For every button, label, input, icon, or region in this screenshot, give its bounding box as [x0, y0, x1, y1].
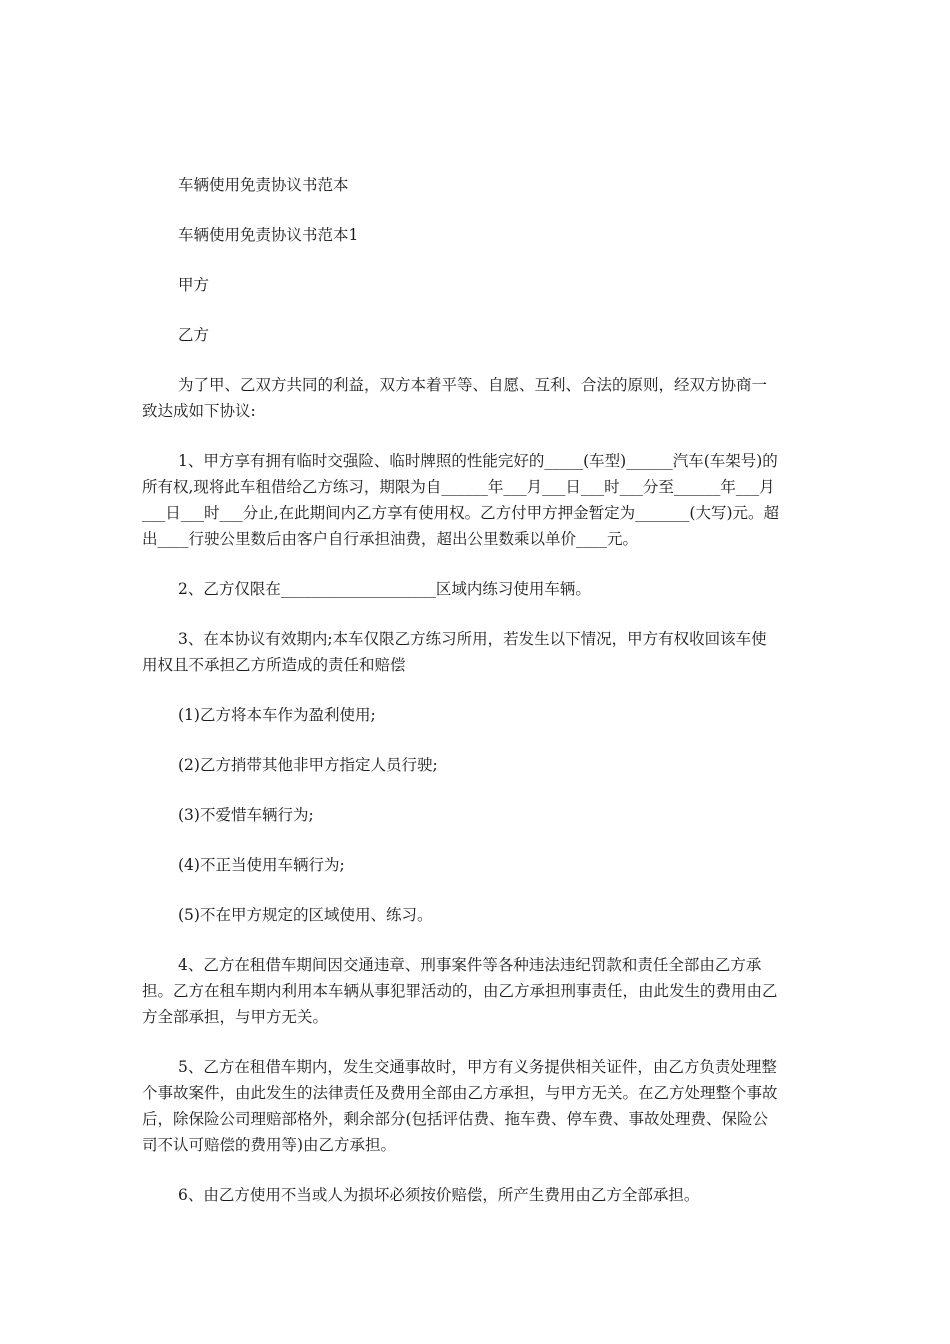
party-a: 甲方 [178, 276, 210, 294]
clause-3-item-2: (2)乙方捎带其他非甲方指定人员行驶; [178, 756, 438, 774]
clause-3: 3、在本协议有效期内;本车仅限乙方练习所用，若发生以下情况，甲方有权收回该车使用权且不承担乙方所造成的责任和赔偿 [142, 630, 767, 674]
document-title: 车辆使用免责协议书范本 [178, 176, 349, 194]
clause-3-item-4: (4)不正当使用车辆行为; [178, 856, 345, 874]
party-b: 乙方 [178, 326, 210, 344]
intro-paragraph: 为了甲、乙双方共同的利益，双方本着平等、自愿、互利、合法的原则，经双方协商一致达成如下协议: [142, 376, 768, 420]
clause-3-item-5: (5)不在甲方规定的区域使用、练习。 [178, 906, 433, 924]
document-subtitle: 车辆使用免责协议书范本1 [178, 226, 359, 244]
clause-3-item-1: (1)乙方将本车作为盈利使用; [178, 706, 376, 724]
clause-1: 1、甲方享有拥有临时交强险、临时牌照的性能完好的_____(车型)______汽车(车架号)的所有权,现将此车租借给乙方练习，期限为自______年___月___日___时___分至______年___月___日___时___分止,在此期间内乙方享有使用权。乙方付甲方押金暂定为_______(大写)元。超出____行驶公里数后由客户自行承担油费，超出公里数乘以单价____元。 [142, 452, 780, 548]
clause-5: 5、乙方在租借车期内，发生交通事故时，甲方有义务提供相关证件，由乙方负责处理整个事故案件，由此发生的法律责任及费用全部由乙方承担，与甲方无关。在乙方处理整个事故后，除保险公司理赔部格外，剩余部分(包括评估费、拖车费、停车费、事故处理费、保险公司不认可赔偿的费用等)由乙方承担。 [142, 1058, 778, 1154]
clause-2: 2、乙方仅限在____________________区域内练习使用车辆。 [178, 580, 591, 598]
clause-4: 4、乙方在租借车期间因交通违章、刑事案件等各种违法违纪罚款和责任全部由乙方承担。乙方在租车期内利用本车辆从事犯罪活动的，由乙方承担刑事责任，由此发生的费用由乙方全部承担，与甲方无关。 [142, 956, 778, 1026]
clause-3-item-3: (3)不爱惜车辆行为; [178, 806, 314, 824]
clause-6: 6、由乙方使用不当或人为损坏必须按价赔偿，所产生费用由乙方全部承担。 [178, 1186, 700, 1204]
